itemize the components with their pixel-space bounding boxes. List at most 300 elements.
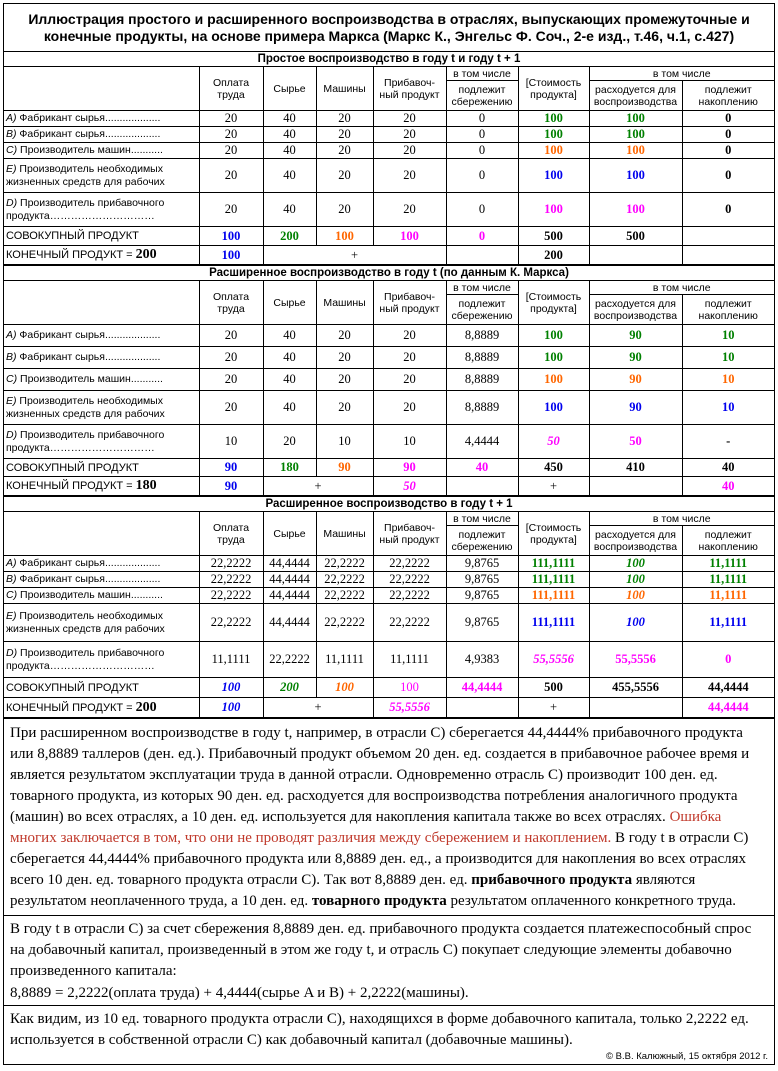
- table-cell: 40: [446, 459, 518, 477]
- table-extended-t: [4, 280, 774, 496]
- table-cell: 40: [263, 159, 316, 193]
- table-cell: 100: [518, 111, 589, 127]
- table-cell: 40: [263, 369, 316, 391]
- text-span: A): [6, 329, 17, 341]
- table-cell: [4, 246, 199, 265]
- table-cell: -: [682, 425, 774, 459]
- table-cell: 100: [589, 159, 682, 193]
- table-row: [4, 556, 774, 572]
- table-row: [4, 425, 774, 459]
- text-span: Производитель машин...........: [20, 589, 163, 601]
- table-cell: в том числе: [589, 281, 774, 295]
- table-cell: 50: [589, 425, 682, 459]
- table-cell: 20: [316, 159, 373, 193]
- table-cell: [4, 347, 199, 369]
- table-cell: [589, 698, 682, 718]
- table-row: [4, 159, 774, 193]
- table-cell: [Стоимость продукта]: [518, 512, 589, 556]
- table-cell: [4, 512, 199, 556]
- table-row: [4, 588, 774, 604]
- table-row: [4, 572, 774, 588]
- table-cell: 90: [589, 325, 682, 347]
- table-cell: 40: [263, 193, 316, 227]
- table-cell: 100: [518, 127, 589, 143]
- table-cell: 20: [316, 143, 373, 159]
- table-cell: 20: [199, 159, 263, 193]
- explanation-paragraph-3: [4, 1005, 774, 1051]
- text-span: B): [6, 351, 17, 363]
- table-cell: 100: [589, 588, 682, 604]
- table-cell: в том числе: [446, 281, 518, 295]
- table-cell: 22,2222: [316, 604, 373, 642]
- table-cell: Оплата труда: [199, 281, 263, 325]
- table-cell: 200: [518, 246, 589, 265]
- row-label: [4, 159, 199, 193]
- table-cell: [4, 477, 199, 496]
- text-span: 200: [135, 247, 157, 262]
- text-span: D): [6, 646, 18, 659]
- table-cell: +: [518, 698, 589, 718]
- table-cell: 10: [199, 425, 263, 459]
- table-cell: 100: [589, 604, 682, 642]
- header-row: [4, 512, 774, 526]
- table-cell: 4,9383: [446, 642, 518, 678]
- text-span: E): [6, 609, 17, 622]
- text-span: прибавочного продукта: [471, 872, 633, 888]
- table-cell: 100: [373, 678, 446, 698]
- table-cell: [589, 246, 682, 265]
- table-cell: [4, 642, 199, 678]
- table-cell: 90: [589, 369, 682, 391]
- table-cell: [446, 698, 518, 718]
- table-cell: 500: [589, 227, 682, 246]
- text-span: В году t в отрасли C) за счет сбережения 8,8889 ден. ед. прибавочного продукта создается платежеспособный спрос на добавочный капитал, произведенный в этом же году t, и отрасль C) покупает следующие элементы добавочно произведенного капитала:: [10, 921, 752, 979]
- table-cell: 20: [316, 127, 373, 143]
- table-cell: 100: [589, 556, 682, 572]
- text-span: Производитель необходимых жизненных средств для рабочих: [6, 162, 165, 188]
- table-cell: 44,4444: [263, 572, 316, 588]
- table-cell: [4, 604, 199, 642]
- table-cell: 20: [373, 369, 446, 391]
- table-cell: СОВОКУПНЫЙ ПРОДУКТ: [4, 678, 199, 698]
- table-cell: 44,4444: [263, 556, 316, 572]
- header-row: [4, 67, 774, 81]
- table-cell: Сырье: [263, 512, 316, 556]
- table-cell: 44,4444: [682, 678, 774, 698]
- table-cell: 20: [199, 369, 263, 391]
- table-cell: 4,4444: [446, 425, 518, 459]
- text-span: В году t в отрасли C) сберегается 44,4444% прибавочного продукта или 8,8889 ден. ед., а производится для накопления во всех отраслях всего 10 ден. ед. товарного продукта отрасли C). Так вот 8,8889 ден. ед.: [10, 830, 749, 888]
- row-label: [4, 143, 199, 159]
- table-cell: 100: [518, 347, 589, 369]
- table-cell: 22,2222: [199, 588, 263, 604]
- table-cell: 100: [518, 391, 589, 425]
- total-row: [4, 227, 774, 246]
- table-cell: 111,1111: [518, 588, 589, 604]
- table-row: [4, 143, 774, 159]
- text-span: КОНЕЧНЫЙ ПРОДУКТ =: [6, 249, 133, 261]
- table-cell: [589, 477, 682, 496]
- table-cell: в том числе: [446, 512, 518, 526]
- table-cell: 40: [263, 347, 316, 369]
- table-cell: 20: [316, 193, 373, 227]
- table-cell: 100: [518, 159, 589, 193]
- text-span: 200: [135, 699, 157, 715]
- table-cell: 8,8889: [446, 325, 518, 347]
- table-cell: 111,1111: [518, 604, 589, 642]
- table-cell: 500: [518, 227, 589, 246]
- table-cell: 20: [373, 127, 446, 143]
- table-cell: подлежит сбережению: [446, 526, 518, 556]
- table-cell: 22,2222: [373, 588, 446, 604]
- table-cell: подлежит накоплению: [682, 526, 774, 556]
- table-cell: 100: [518, 325, 589, 347]
- explanation-paragraph-2: [4, 915, 774, 1005]
- header-incl2: в том числе: [589, 67, 774, 81]
- table-cell: 11,1111: [682, 588, 774, 604]
- table-row: [4, 325, 774, 347]
- table-cell: 20: [373, 143, 446, 159]
- explanation-paragraph-1: [4, 718, 774, 915]
- table-row: [4, 369, 774, 391]
- table-cell: 100: [373, 227, 446, 246]
- table-cell: 20: [316, 111, 373, 127]
- table-cell: 100: [589, 127, 682, 143]
- text-span: Фабрикант сырья...................: [19, 351, 161, 363]
- table-cell: 40: [263, 325, 316, 347]
- formula: 8,8889 = 2,2222(оплата труда) + 4,4444(сырье A и B) + 2,2222(машины).: [10, 985, 469, 1001]
- row-label: [4, 111, 199, 127]
- table-cell: 20: [373, 391, 446, 425]
- table-cell: 10: [373, 425, 446, 459]
- table-cell: [4, 556, 199, 572]
- table-cell: 44,4444: [446, 678, 518, 698]
- table-cell: 20: [199, 325, 263, 347]
- table-cell: 200: [263, 227, 316, 246]
- table-cell: 22,2222: [316, 556, 373, 572]
- header-incl1: в том числе: [446, 67, 518, 81]
- table-row: [4, 347, 774, 369]
- table-cell: Прибавоч-ный продукт: [373, 512, 446, 556]
- table-cell: 100: [589, 572, 682, 588]
- page: [3, 3, 775, 1065]
- table-cell: 44,4444: [263, 604, 316, 642]
- table-cell: 20: [373, 111, 446, 127]
- table-row: [4, 127, 774, 143]
- table-cell: 22,2222: [316, 588, 373, 604]
- table-cell: 11,1111: [682, 556, 774, 572]
- table-cell: 20: [373, 347, 446, 369]
- text-span: результатом оплаченного конкретного труда.: [450, 893, 736, 909]
- table2-title: Расширенное воспроизводство в году t (по данным К. Маркса): [4, 265, 774, 280]
- table-cell: 0: [682, 159, 774, 193]
- table-cell: +: [518, 477, 589, 496]
- table-cell: 0: [446, 111, 518, 127]
- table-extended-t1: [4, 511, 774, 718]
- table-cell: 100: [199, 227, 263, 246]
- text-span: C): [6, 144, 18, 156]
- header-value: [Стоимость продукта]: [518, 67, 589, 111]
- table-cell: 180: [263, 459, 316, 477]
- table-cell: [4, 369, 199, 391]
- text-span: Как видим, из 10 ед. товарного продукта отрасли C), находящихся в форме добавочного капитала, только 2,2222 ед. используется в собственной отрасли C) как добавочный капитал (добавочные машины).: [10, 1011, 749, 1048]
- table-cell: 200: [263, 678, 316, 698]
- text-span: товарного продукта: [311, 893, 447, 909]
- text-span: 180: [135, 478, 157, 493]
- table-cell: 111,1111: [518, 556, 589, 572]
- table-cell: 100: [199, 698, 263, 718]
- table-cell: 100: [518, 143, 589, 159]
- table-cell: +: [263, 477, 373, 496]
- table-cell: 10: [682, 347, 774, 369]
- table-cell: 10: [682, 369, 774, 391]
- table-cell: 100: [316, 678, 373, 698]
- text-span: D): [6, 196, 18, 209]
- table-cell: 20: [316, 347, 373, 369]
- table-cell: подлежит накоплению: [682, 295, 774, 325]
- text-span: КОНЕЧНЫЙ ПРОДУКТ =: [6, 480, 133, 492]
- table-cell: 20: [316, 391, 373, 425]
- table-cell: 40: [263, 143, 316, 159]
- text-span: КОНЕЧНЫЙ ПРОДУКТ =: [6, 701, 133, 714]
- table-cell: расходуется для воспроизводства: [589, 295, 682, 325]
- table-cell: 20: [316, 325, 373, 347]
- table-cell: 0: [446, 127, 518, 143]
- table1-title: Простое воспроизводство в году t и году t + 1: [4, 51, 774, 66]
- table-cell: [Стоимость продукта]: [518, 281, 589, 325]
- table-cell: Машины: [316, 512, 373, 556]
- table-cell: [4, 698, 199, 718]
- table-cell: 20: [373, 159, 446, 193]
- text-span: Производитель необходимых жизненных средств для рабочих: [6, 394, 165, 420]
- table-cell: 100: [316, 227, 373, 246]
- text-span: A): [6, 112, 17, 124]
- table-cell: [446, 246, 518, 265]
- table-cell: 10: [316, 425, 373, 459]
- header-surplus: Прибавоч-ный продукт: [373, 67, 446, 111]
- table-cell: +: [263, 698, 373, 718]
- table-cell: подлежит сбережению: [446, 295, 518, 325]
- table-cell: 100: [199, 246, 263, 265]
- table-cell: 11,1111: [316, 642, 373, 678]
- table-cell: 22,2222: [263, 642, 316, 678]
- table-cell: 0: [682, 127, 774, 143]
- table-cell: 8,8889: [446, 369, 518, 391]
- header-saving: подлежит сбережению: [446, 81, 518, 111]
- table-cell: 0: [446, 159, 518, 193]
- table-cell: СОВОКУПНЫЙ ПРОДУКТ: [4, 227, 199, 246]
- table-cell: 22,2222: [199, 556, 263, 572]
- table-cell: 20: [199, 391, 263, 425]
- table-cell: 90: [373, 459, 446, 477]
- table-cell: 20: [199, 111, 263, 127]
- table-cell: 100: [589, 111, 682, 127]
- table-cell: 22,2222: [373, 604, 446, 642]
- header-machines: Машины: [316, 67, 373, 111]
- header-reproduction: расходуется для воспроизводства: [589, 81, 682, 111]
- page-title: Иллюстрация простого и расширенного воспроизводства в отраслях, выпускающих промежуточные и конечные продукты, на основе примера Маркса (Маркс К., Энгельс Ф. Соч., 2-е изд., т.46, ч.1, с.427): [28, 11, 750, 44]
- text-span: Фабрикант сырья...................: [19, 573, 161, 585]
- text-span: A): [6, 557, 17, 569]
- table-cell: 22,2222: [316, 572, 373, 588]
- table-cell: 20: [199, 193, 263, 227]
- text-span: Производитель машин...........: [20, 373, 163, 385]
- table-cell: 40: [682, 477, 774, 496]
- header-raw: Сырье: [263, 67, 316, 111]
- total-row: [4, 459, 774, 477]
- table-cell: 500: [518, 678, 589, 698]
- table-cell: 11,1111: [373, 642, 446, 678]
- table-cell: 410: [589, 459, 682, 477]
- table-cell: Машины: [316, 281, 373, 325]
- table-cell: Оплата труда: [199, 512, 263, 556]
- table-cell: 100: [589, 143, 682, 159]
- table-cell: 40: [263, 127, 316, 143]
- table-cell: 90: [316, 459, 373, 477]
- table-cell: 22,2222: [373, 572, 446, 588]
- table-cell: 9,8765: [446, 604, 518, 642]
- header-row: [4, 281, 774, 295]
- text-span: Производитель машин...........: [20, 144, 163, 156]
- table-cell: 20: [373, 193, 446, 227]
- text-span: Ошибка многих заключается в том, что они не проводят различия между сбережением и накоплением.: [10, 809, 722, 846]
- table-cell: 20: [263, 425, 316, 459]
- table-cell: 22,2222: [199, 572, 263, 588]
- table-cell: 9,8765: [446, 556, 518, 572]
- table-cell: 90: [199, 459, 263, 477]
- final-row: [4, 246, 774, 265]
- table-cell: 22,2222: [199, 604, 263, 642]
- table-cell: 20: [199, 347, 263, 369]
- table-cell: Сырье: [263, 281, 316, 325]
- table-cell: 100: [589, 193, 682, 227]
- table-cell: СОВОКУПНЫЙ ПРОДУКТ: [4, 459, 199, 477]
- table-cell: 450: [518, 459, 589, 477]
- text-span: C): [6, 589, 18, 601]
- table-cell: 0: [682, 193, 774, 227]
- table-cell: +: [263, 246, 446, 265]
- text-span: E): [6, 394, 17, 407]
- text-span: E): [6, 162, 17, 175]
- table-cell: 100: [199, 678, 263, 698]
- table-cell: [446, 477, 518, 496]
- table-cell: 20: [199, 143, 263, 159]
- final-row: [4, 698, 774, 718]
- text-span: Фабрикант сырья...................: [19, 557, 161, 569]
- table-cell: 90: [589, 347, 682, 369]
- text-span: Производитель прибавочного продукта…………………………: [6, 646, 165, 672]
- row-label: [4, 193, 199, 227]
- text-span: Производитель прибавочного продукта…………………………: [6, 428, 165, 454]
- table-cell: 44,4444: [263, 588, 316, 604]
- table-cell: Прибавоч-ный продукт: [373, 281, 446, 325]
- table-cell: 0: [446, 227, 518, 246]
- text-span: Производитель прибавочного продукта…………………………: [6, 196, 165, 222]
- table-cell: [682, 246, 774, 265]
- table-cell: [4, 572, 199, 588]
- table-cell: 100: [518, 369, 589, 391]
- table-row: [4, 642, 774, 678]
- table-cell: [4, 391, 199, 425]
- header-accumulation: подлежит накоплению: [682, 81, 774, 111]
- table-cell: 20: [199, 127, 263, 143]
- table3-title: Расширенное воспроизводство в году t + 1: [4, 496, 774, 511]
- table-row: [4, 391, 774, 425]
- header-empty: [4, 67, 199, 111]
- table-cell: [682, 227, 774, 246]
- table-cell: расходуется для воспроизводства: [589, 526, 682, 556]
- copyright: © В.В. Калюжный, 15 октября 2012 г.: [606, 1051, 768, 1062]
- table-cell: 111,1111: [518, 572, 589, 588]
- table-cell: [4, 281, 199, 325]
- table-cell: 20: [373, 325, 446, 347]
- text-span: B): [6, 573, 17, 585]
- table-cell: 100: [518, 193, 589, 227]
- table-cell: 10: [682, 325, 774, 347]
- table-cell: 0: [446, 193, 518, 227]
- table-cell: 44,4444: [682, 698, 774, 718]
- table-cell: [4, 588, 199, 604]
- table-cell: [4, 325, 199, 347]
- table-simple-reproduction: [4, 66, 774, 265]
- table-cell: 11,1111: [199, 642, 263, 678]
- text-span: При расширенном воспроизводстве в году t, например, в отрасли C) сберегается 44,4444% прибавочного продукта или 8,8889 таллеров (ден. ед.). Прибавочный продукт объемом 20 ден. ед. создается в прибавочное рабочее время и является результатом эксплуатации труда в данной отрасли. Одновременно отрасль C) производит 100 ден. ед. товарного продукта, из которых 90 ден. ед. расходуется для воспроизводства потребления аналогичного продукта (машин) во всех отраслях, а 10 ден. ед. используется для накопления капитала также во всех отраслях.: [10, 725, 750, 825]
- table-cell: 11,1111: [682, 572, 774, 588]
- table-cell: 8,8889: [446, 391, 518, 425]
- text-span: Фабрикант сырья...................: [19, 112, 161, 124]
- table-cell: 0: [446, 143, 518, 159]
- final-row: [4, 477, 774, 496]
- text-span: Производитель необходимых жизненных средств для рабочих: [6, 609, 165, 635]
- table-row: [4, 111, 774, 127]
- table-cell: 22,2222: [373, 556, 446, 572]
- text-span: C): [6, 373, 18, 385]
- table-cell: 9,8765: [446, 588, 518, 604]
- table-cell: 10: [682, 391, 774, 425]
- total-row: [4, 678, 774, 698]
- table-row: [4, 604, 774, 642]
- text-span: D): [6, 428, 18, 441]
- table-cell: 8,8889: [446, 347, 518, 369]
- text-span: B): [6, 128, 17, 140]
- text-span: являются результатом неоплаченного труда, а 10 ден. ед.: [10, 872, 696, 909]
- table-cell: 50: [518, 425, 589, 459]
- table-cell: 90: [589, 391, 682, 425]
- table-cell: 50: [373, 477, 446, 496]
- text-span: Фабрикант сырья...................: [19, 128, 161, 140]
- table-cell: 55,5556: [518, 642, 589, 678]
- table-cell: 55,5556: [373, 698, 446, 718]
- table-cell: 0: [682, 143, 774, 159]
- table-cell: 40: [682, 459, 774, 477]
- table-cell: 11,1111: [682, 604, 774, 642]
- row-label: [4, 127, 199, 143]
- table-cell: 55,5556: [589, 642, 682, 678]
- table-cell: [4, 425, 199, 459]
- header-wages: Оплата труда: [199, 67, 263, 111]
- table-cell: 40: [263, 391, 316, 425]
- table-cell: 90: [199, 477, 263, 496]
- table-cell: в том числе: [589, 512, 774, 526]
- table-cell: 0: [682, 642, 774, 678]
- table-row: [4, 193, 774, 227]
- table-cell: 0: [682, 111, 774, 127]
- table-cell: 20: [316, 369, 373, 391]
- text-span: Фабрикант сырья...................: [19, 329, 161, 341]
- table-cell: 455,5556: [589, 678, 682, 698]
- table-cell: 40: [263, 111, 316, 127]
- table-cell: 9,8765: [446, 572, 518, 588]
